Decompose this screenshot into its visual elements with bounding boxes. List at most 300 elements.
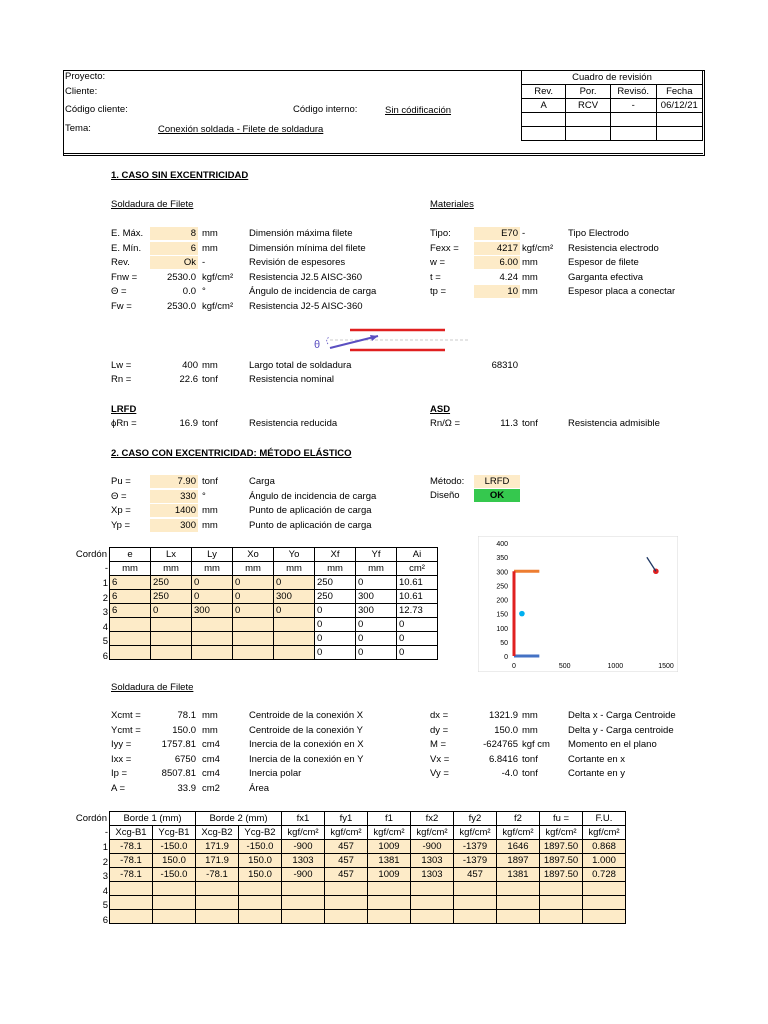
theta-symbol: θ bbox=[314, 339, 321, 351]
param-desc: Momento en el plano bbox=[568, 739, 657, 751]
phirn-label: ϕRn = bbox=[111, 418, 137, 429]
param-value: 1321.9 bbox=[488, 710, 518, 721]
table-cell: -78.1 bbox=[110, 868, 153, 882]
row-number: 2 bbox=[102, 592, 108, 604]
param-desc: Resistencia electrodo bbox=[568, 242, 659, 254]
param-desc: Dimensión máxima filete bbox=[249, 228, 353, 239]
table-cell: 0 bbox=[315, 632, 356, 646]
weld-angle-diagram bbox=[300, 320, 480, 360]
table-cell bbox=[411, 882, 454, 896]
param-label: Iyy = bbox=[111, 739, 132, 751]
group-header: Borde 2 (mm) bbox=[196, 812, 282, 826]
param-value: -4.0 bbox=[501, 768, 518, 780]
table-row bbox=[110, 590, 438, 604]
group-header: fu = bbox=[540, 812, 583, 826]
sub-header: Xcg-B2 bbox=[196, 826, 239, 840]
param-desc: Cortante en y bbox=[568, 768, 626, 780]
param-desc: Ángulo de incidencia de carga bbox=[249, 286, 377, 298]
param-label: t = bbox=[430, 271, 441, 283]
column-header: Ly bbox=[192, 548, 233, 562]
param-desc: Resistencia J2.5 AISC-360 bbox=[249, 271, 363, 283]
row-number: 5 bbox=[102, 900, 108, 912]
table-cell: 0 bbox=[356, 632, 397, 646]
param-value: 8507.81 bbox=[161, 768, 196, 780]
y-tick-label: 200 bbox=[496, 597, 508, 605]
table-cell bbox=[239, 882, 282, 896]
table-cell: -78.1 bbox=[196, 868, 239, 882]
table-cell bbox=[110, 896, 153, 910]
table-cell: 250 bbox=[315, 576, 356, 590]
sub-header: kgf/cm² bbox=[368, 826, 411, 840]
table-cell: 0 bbox=[315, 618, 356, 632]
table-cell[interactable] bbox=[151, 618, 192, 632]
row-dash: - bbox=[104, 563, 108, 574]
y-tick-label: 400 bbox=[496, 541, 508, 548]
table-cell bbox=[454, 910, 497, 924]
rnomega-desc: Resistencia admisible bbox=[568, 418, 660, 429]
metodo-label: Método: bbox=[430, 476, 465, 487]
x-tick-label: 1500 bbox=[658, 663, 674, 670]
table-cell bbox=[368, 910, 411, 924]
codigo-cliente-label: Código cliente: bbox=[65, 104, 128, 115]
column-unit: mm bbox=[315, 562, 356, 576]
param-unit: tonf bbox=[522, 753, 538, 765]
param-desc: Espesor de filete bbox=[568, 257, 639, 269]
table-cell bbox=[540, 882, 583, 896]
table-cell[interactable]: 0 bbox=[192, 576, 233, 590]
sub-header: kgf/cm² bbox=[325, 826, 368, 840]
table-cell: -900 bbox=[411, 840, 454, 854]
fecha-value: 06/12/21 bbox=[656, 99, 702, 113]
param-label: Θ = bbox=[111, 490, 127, 502]
table-cell[interactable] bbox=[233, 646, 274, 660]
table-cell: 250 bbox=[315, 590, 356, 604]
param-unit: cm2 bbox=[202, 783, 220, 794]
param-desc: Punto de aplicación de carga bbox=[249, 505, 372, 517]
rn-value: 22.6 bbox=[179, 374, 198, 385]
sub-header: Xcg-B1 bbox=[110, 826, 153, 840]
table-cell[interactable]: 0 bbox=[192, 590, 233, 604]
param-label: E. Máx. bbox=[111, 228, 144, 239]
param-unit: kgf/cm² bbox=[202, 271, 234, 283]
table-cell: 171.9 bbox=[196, 840, 239, 854]
param-unit: mm bbox=[202, 228, 218, 239]
group-header: F.U. bbox=[583, 812, 626, 826]
diseno-label: Diseño bbox=[430, 490, 460, 501]
rnomega-unit: tonf bbox=[522, 418, 538, 429]
table-cell bbox=[540, 910, 583, 924]
table-cell[interactable]: 6 bbox=[110, 576, 151, 590]
row-number: 1 bbox=[102, 578, 108, 589]
column-header: Lx bbox=[151, 548, 192, 562]
phirn-value: 16.9 bbox=[179, 418, 198, 429]
param-desc: Dimensión mínima del filete bbox=[249, 242, 366, 254]
param-label: tp = bbox=[430, 286, 447, 298]
weld-heading: Soldadura de Filete bbox=[111, 199, 194, 210]
table-cell bbox=[583, 910, 626, 924]
param-unit: mm bbox=[522, 724, 538, 736]
column-unit: mm bbox=[192, 562, 233, 576]
table-cell[interactable]: 0 bbox=[274, 604, 315, 618]
proyecto-label: Proyecto: bbox=[65, 71, 106, 82]
section1-title: 1. CASO SIN EXCENTRICIDAD bbox=[111, 170, 249, 181]
load-arrow bbox=[330, 336, 378, 348]
codigo-interno-value: Sin códificación bbox=[385, 105, 452, 116]
param-value: 1757.81 bbox=[161, 739, 196, 751]
param-unit: mm bbox=[202, 505, 218, 517]
param-label: M = bbox=[430, 739, 447, 751]
tema-label: Tema: bbox=[65, 123, 91, 134]
table-cell bbox=[497, 882, 540, 896]
por-col: Por. bbox=[566, 85, 610, 99]
rn-unit: tonf bbox=[202, 374, 218, 385]
param-label: Xcmt = bbox=[111, 710, 141, 721]
param-unit: - bbox=[522, 228, 526, 239]
param-label: w = bbox=[430, 257, 446, 269]
table-cell bbox=[583, 896, 626, 910]
sub-header: kgf/cm² bbox=[282, 826, 325, 840]
table-cell bbox=[196, 910, 239, 924]
param-unit: mm bbox=[522, 271, 538, 283]
param-value[interactable]: 1400 bbox=[150, 504, 198, 517]
table-cell bbox=[454, 896, 497, 910]
weld-props-heading: Soldadura de Filete bbox=[111, 682, 194, 693]
y-tick-label: 300 bbox=[496, 569, 508, 577]
param-value: 150.0 bbox=[494, 724, 518, 736]
table-row bbox=[110, 910, 626, 924]
table-cell[interactable] bbox=[110, 618, 151, 632]
rn-label: Rn = bbox=[111, 374, 132, 385]
y-tick-label: 150 bbox=[496, 611, 508, 619]
param-desc: Carga bbox=[249, 476, 275, 487]
reviso-value: - bbox=[610, 99, 656, 113]
table-cell: 1009 bbox=[368, 868, 411, 882]
table-cell: 1303 bbox=[411, 868, 454, 882]
table-cell: 1897 bbox=[497, 854, 540, 868]
param-unit: mm bbox=[202, 710, 218, 721]
table-cell: 1897.50 bbox=[540, 868, 583, 882]
param-value: 78.1 bbox=[177, 710, 196, 721]
param-value[interactable]: 7.90 bbox=[150, 475, 198, 488]
column-header: Yo bbox=[274, 548, 315, 562]
table-row bbox=[110, 840, 626, 854]
lw-label: Lw = bbox=[111, 360, 132, 371]
row-dash: - bbox=[104, 827, 108, 838]
param-desc: Inercia de la conexión en Y bbox=[249, 753, 364, 765]
table-cell: 150.0 bbox=[239, 854, 282, 868]
param-desc: Área bbox=[249, 783, 270, 794]
table-cell bbox=[368, 882, 411, 896]
param-value[interactable]: Ok bbox=[150, 256, 198, 269]
column-unit: mm bbox=[274, 562, 315, 576]
table-cell bbox=[153, 882, 196, 896]
param-unit: cm4 bbox=[202, 753, 220, 765]
param-unit: mm bbox=[202, 242, 218, 254]
centroid-point bbox=[519, 611, 525, 617]
param-unit: mm bbox=[522, 257, 538, 269]
table-cell[interactable]: 6 bbox=[110, 590, 151, 604]
table-cell[interactable] bbox=[192, 646, 233, 660]
lw-unit: mm bbox=[202, 360, 218, 371]
column-header: e bbox=[110, 548, 151, 562]
table-cell: 0 bbox=[397, 618, 438, 632]
param-unit: mm bbox=[522, 710, 538, 721]
param-value[interactable]: 330 bbox=[150, 490, 198, 503]
group-header: f2 bbox=[497, 812, 540, 826]
table-cell: 1897.50 bbox=[540, 840, 583, 854]
param-label: Xp = bbox=[111, 505, 131, 517]
param-unit: mm bbox=[202, 724, 218, 736]
column-unit: cm² bbox=[397, 562, 438, 576]
table-cell: 0 bbox=[315, 646, 356, 660]
param-label: Fexx = bbox=[430, 242, 459, 254]
table-cell: 171.9 bbox=[196, 854, 239, 868]
table-row bbox=[110, 604, 438, 618]
table-cell bbox=[497, 910, 540, 924]
reviso-col: Revisó. bbox=[610, 85, 656, 99]
param-desc: Resistencia J2-5 AISC-360 bbox=[249, 301, 363, 312]
row-number: 5 bbox=[102, 636, 108, 648]
table-row bbox=[110, 896, 626, 910]
table-cell: -150.0 bbox=[153, 840, 196, 854]
group-header: fy2 bbox=[454, 812, 497, 826]
param-unit: tonf bbox=[522, 768, 538, 780]
param-unit: mm bbox=[202, 519, 218, 531]
table-cell[interactable] bbox=[192, 618, 233, 632]
param-label: Ycmt = bbox=[111, 724, 141, 736]
table-cell: 0 bbox=[397, 646, 438, 660]
y-tick-label: 100 bbox=[496, 625, 508, 633]
table-cell: 0 bbox=[356, 618, 397, 632]
table-cell: 0 bbox=[356, 576, 397, 590]
param-label: Vx = bbox=[430, 753, 450, 765]
row-number: 2 bbox=[102, 856, 108, 868]
table-cell[interactable] bbox=[274, 618, 315, 632]
param-desc: Cortante en x bbox=[568, 753, 626, 765]
fecha-col: Fecha bbox=[656, 85, 702, 99]
por-value: RCV bbox=[566, 99, 610, 113]
table-row bbox=[110, 868, 626, 882]
table-cell bbox=[153, 910, 196, 924]
param-value[interactable]: E70 bbox=[474, 227, 520, 240]
sub-header: kgf/cm² bbox=[583, 826, 626, 840]
table-cell: 1897.50 bbox=[540, 854, 583, 868]
param-unit: cm4 bbox=[202, 768, 220, 780]
param-desc: Revisión de espesores bbox=[249, 257, 346, 269]
metodo-value[interactable]: LRFD bbox=[474, 475, 520, 488]
table-cell: -150.0 bbox=[153, 868, 196, 882]
cliente-label: Cliente: bbox=[65, 86, 98, 97]
table-cell: -1379 bbox=[454, 840, 497, 854]
param-unit: kgf/cm² bbox=[202, 301, 234, 312]
table-cell[interactable] bbox=[274, 632, 315, 646]
param-desc: Espesor placa a conectar bbox=[568, 286, 676, 298]
row-number: 6 bbox=[102, 651, 108, 662]
table-row bbox=[110, 854, 626, 868]
param-value[interactable]: 6.00 bbox=[474, 256, 520, 269]
table-cell: 0 bbox=[356, 646, 397, 660]
table-cell[interactable] bbox=[151, 646, 192, 660]
table-cell bbox=[368, 896, 411, 910]
param-unit: cm4 bbox=[202, 739, 220, 751]
param-label: Vy = bbox=[430, 768, 449, 780]
weld-segments-table bbox=[109, 547, 438, 660]
section2-title: 2. CASO CON EXCENTRICIDAD: MÉTODO ELÁSTICO bbox=[111, 448, 352, 459]
table-cell[interactable] bbox=[233, 618, 274, 632]
table-cell: 457 bbox=[325, 840, 368, 854]
table-cell bbox=[239, 910, 282, 924]
phirn-unit: tonf bbox=[202, 418, 218, 429]
lw-extra: 68310 bbox=[491, 360, 518, 371]
param-value[interactable]: 10 bbox=[474, 285, 520, 298]
param-label: E. Mín. bbox=[111, 242, 142, 254]
row-number: 4 bbox=[102, 621, 108, 633]
lw-desc: Largo total de soldadura bbox=[249, 360, 352, 371]
param-desc: Delta x - Carga Centroide bbox=[568, 710, 676, 721]
table-cell[interactable]: 6 bbox=[110, 604, 151, 618]
param-label: Rev. bbox=[111, 257, 130, 269]
param-desc: Punto de aplicación de carga bbox=[249, 519, 372, 531]
param-value[interactable]: 6 bbox=[150, 242, 198, 255]
table-cell[interactable] bbox=[151, 632, 192, 646]
table-cell: 0 bbox=[397, 632, 438, 646]
param-desc: Ángulo de incidencia de carga bbox=[249, 490, 377, 502]
column-unit: mm bbox=[110, 562, 151, 576]
table-cell: 300 bbox=[356, 604, 397, 618]
group-header: f1 bbox=[368, 812, 411, 826]
table-cell[interactable] bbox=[274, 646, 315, 660]
sub-header: kgf/cm² bbox=[411, 826, 454, 840]
table-cell: 1.000 bbox=[583, 854, 626, 868]
sub-header: kgf/cm² bbox=[497, 826, 540, 840]
cordon-label-2: Cordón bbox=[75, 813, 107, 824]
x-tick-label: 0 bbox=[512, 663, 516, 670]
table-cell[interactable]: 300 bbox=[274, 590, 315, 604]
table-row bbox=[110, 576, 438, 590]
table-cell: -1379 bbox=[454, 854, 497, 868]
row-number: 1 bbox=[102, 842, 108, 853]
group-header: fx2 bbox=[411, 812, 454, 826]
column-header: Yf bbox=[356, 548, 397, 562]
row-number: 3 bbox=[102, 871, 108, 883]
table-cell: 1303 bbox=[282, 854, 325, 868]
column-header: Ai bbox=[397, 548, 438, 562]
materials-heading: Materiales bbox=[430, 199, 474, 210]
table-cell bbox=[282, 896, 325, 910]
table-cell[interactable] bbox=[110, 632, 151, 646]
sub-header: Ycg-B1 bbox=[153, 826, 196, 840]
table-cell: 150.0 bbox=[153, 854, 196, 868]
param-unit: kgf/cm² bbox=[522, 242, 554, 254]
param-label: Ip = bbox=[111, 768, 128, 780]
param-unit: kgf cm bbox=[522, 739, 550, 751]
param-value[interactable]: 8 bbox=[150, 227, 198, 240]
table-cell: 10.61 bbox=[397, 590, 438, 604]
table-cell[interactable] bbox=[192, 632, 233, 646]
table-cell: -900 bbox=[282, 840, 325, 854]
table-cell: -150.0 bbox=[239, 840, 282, 854]
table-cell bbox=[239, 896, 282, 910]
param-unit: tonf bbox=[202, 476, 218, 487]
param-label: Ixx = bbox=[111, 753, 132, 765]
param-desc: Delta y - Carga centroide bbox=[568, 724, 674, 736]
y-tick-label: 250 bbox=[496, 583, 508, 591]
column-header: Xo bbox=[233, 548, 274, 562]
table-cell bbox=[325, 896, 368, 910]
y-tick-label: 350 bbox=[496, 555, 508, 563]
table-cell: 150.0 bbox=[239, 868, 282, 882]
table-cell[interactable] bbox=[233, 632, 274, 646]
table-cell bbox=[110, 910, 153, 924]
table-cell: -78.1 bbox=[110, 840, 153, 854]
param-value: 4.24 bbox=[499, 271, 518, 283]
table-cell: 1381 bbox=[368, 854, 411, 868]
param-value[interactable]: 300 bbox=[150, 519, 198, 532]
table-cell: 1381 bbox=[497, 868, 540, 882]
group-header: Borde 1 (mm) bbox=[110, 812, 196, 826]
table-cell[interactable]: 250 bbox=[151, 590, 192, 604]
table-cell: 1646 bbox=[497, 840, 540, 854]
rev-col: Rev. bbox=[522, 85, 566, 99]
row-number: 3 bbox=[102, 607, 108, 619]
table-cell[interactable]: 0 bbox=[233, 590, 274, 604]
param-unit: ° bbox=[202, 490, 206, 502]
table-cell: 457 bbox=[454, 868, 497, 882]
row-number: 4 bbox=[102, 885, 108, 897]
table-cell: -78.1 bbox=[110, 854, 153, 868]
table-cell: 0 bbox=[315, 604, 356, 618]
sub-header: kgf/cm² bbox=[540, 826, 583, 840]
table-cell[interactable]: 250 bbox=[151, 576, 192, 590]
codigo-interno-label: Código interno: bbox=[293, 104, 358, 115]
table-cell[interactable]: 0 bbox=[151, 604, 192, 618]
param-desc: Tipo Electrodo bbox=[568, 228, 629, 239]
table-cell[interactable]: 0 bbox=[233, 576, 274, 590]
param-label: Θ = bbox=[111, 286, 127, 298]
stress-table bbox=[109, 811, 626, 924]
param-value: 0.0 bbox=[182, 286, 196, 298]
table-cell bbox=[325, 882, 368, 896]
y-tick-label: 50 bbox=[500, 639, 508, 647]
table-cell bbox=[282, 882, 325, 896]
param-value[interactable]: 4217 bbox=[474, 242, 520, 255]
angle-arc bbox=[327, 337, 329, 344]
column-unit: mm bbox=[233, 562, 274, 576]
group-header: fy1 bbox=[325, 812, 368, 826]
param-value: 150.0 bbox=[172, 724, 196, 736]
group-header: fx1 bbox=[282, 812, 325, 826]
param-value: 6750 bbox=[174, 753, 196, 765]
table-cell: 457 bbox=[325, 854, 368, 868]
column-unit: mm bbox=[151, 562, 192, 576]
rev-value: A bbox=[522, 99, 566, 113]
cordon-label-1: Cordón bbox=[75, 549, 107, 560]
phirn-desc: Resistencia reducida bbox=[249, 418, 338, 429]
table-cell bbox=[282, 910, 325, 924]
table-cell[interactable]: 0 bbox=[233, 604, 274, 618]
row-number: 6 bbox=[102, 915, 108, 926]
table-cell[interactable]: 0 bbox=[274, 576, 315, 590]
table-cell: 10.61 bbox=[397, 576, 438, 590]
table-cell[interactable] bbox=[110, 646, 151, 660]
table-cell bbox=[325, 910, 368, 924]
table-cell bbox=[540, 896, 583, 910]
table-cell bbox=[110, 882, 153, 896]
param-label: Fw = bbox=[111, 301, 132, 312]
rnomega-label: Rn/Ω = bbox=[430, 418, 461, 429]
table-cell[interactable]: 300 bbox=[192, 604, 233, 618]
table-row bbox=[110, 882, 626, 896]
